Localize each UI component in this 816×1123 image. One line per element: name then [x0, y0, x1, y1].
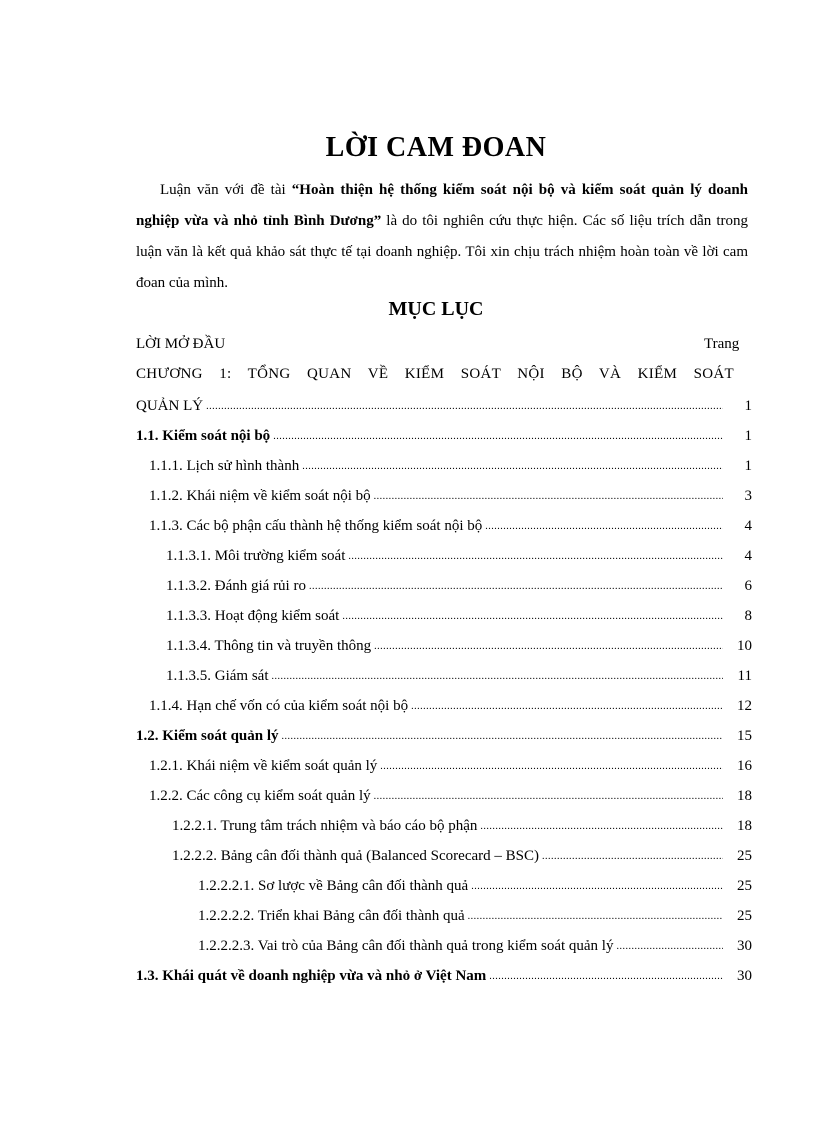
toc-entry: 1.3. Khái quát về doanh nghiệp vừa và nhỏ ở Việt Nam ..... 30 — [136, 963, 752, 985]
toc-entry: 1.1. Kiểm soát nội bộ ..... 1 — [136, 423, 752, 445]
toc-entry: 1.2.2.1. Trung tâm trách nhiệm và báo cáo bộ phận ..... 18 — [172, 813, 752, 835]
toc-entry: 1.1.3.3. Hoạt động kiểm soát ..... 8 — [166, 603, 752, 625]
thesis-topic: “Hoàn thiện hệ thống kiểm soát nội bộ và kiểm soát quản lý doanh nghiệp vừa và nhỏ tỉnh Bình Dương” — [136, 182, 748, 229]
toc-entry: 1.2.2. Các công cụ kiểm soát quản lý ..... 18 — [149, 783, 752, 805]
toc-entry: 1.1.3.2. Đánh giá rủi ro ..... 6 — [166, 573, 752, 595]
toc-entry: 1.1.3.1. Môi trường kiểm soát ..... 4 — [166, 543, 752, 565]
page-title: LỜI CAM ĐOAN — [325, 132, 547, 163]
toc-entry: 1.2.2.2.1. Sơ lược về Bảng cân đối thành quả ..... 25 — [198, 873, 752, 895]
toc-entry: 1.1.3.5. Giám sát ..... 11 — [166, 663, 752, 685]
intro-rest: là do tôi nghiên cứu thực hiện. Các số liệu trích dẫn trong luận văn là kết quả khảo sát thực tế tại doanh nghiệp. Tôi xin chịu trách nhiệm hoàn toàn về lời cam đoan của mình. — [136, 213, 748, 291]
toc-entry: 1.2.2.2.2. Triển khai Bảng cân đối thành quả ..... 25 — [198, 903, 752, 925]
toc-entry: QUẢN LÝ ..... 1 — [136, 393, 752, 415]
declaration-paragraph — [136, 175, 748, 299]
toc-entry: 1.2.1. Khái niệm về kiểm soát quản lý ..... 16 — [149, 753, 752, 775]
toc-chapter-heading: CHƯƠNG 1: TỔNG QUAN VỀ KIỂM SOÁT NỘI BỘ VÀ KIỂM SOÁT — [136, 366, 734, 382]
toc-entry: 1.1.3.4. Thông tin và truyền thông ..... 10 — [166, 633, 752, 655]
toc-entry: 1.2. Kiểm soát quản lý ..... 15 — [136, 723, 752, 745]
toc-title: MỤC LỤC — [388, 298, 484, 320]
toc-entry: 1.2.2.2. Bảng cân đối thành quả (Balanced Scorecard – BSC) ..... 25 — [172, 843, 752, 865]
toc-entry: 1.2.2.2.3. Vai trò của Bảng cân đối thành quả trong kiểm soát quản lý ..... 30 — [198, 933, 752, 955]
toc-entry: 1.1.2. Khái niệm về kiểm soát nội bộ ..... 3 — [149, 483, 752, 505]
toc-entry: 1.1.4. Hạn chế vốn có của kiểm soát nội bộ ..... 12 — [149, 693, 752, 715]
intro-lead: Luận văn với đề tài — [160, 182, 292, 198]
toc-entry: 1.1.3. Các bộ phận cấu thành hệ thống kiểm soát nội bộ ..... 4 — [149, 513, 752, 535]
toc-entry: 1.1.1. Lịch sử hình thành ..... 1 — [149, 453, 752, 475]
toc-opening: LỜI MỞ ĐẦU — [136, 336, 226, 352]
toc-page-header: Trang — [704, 336, 740, 352]
